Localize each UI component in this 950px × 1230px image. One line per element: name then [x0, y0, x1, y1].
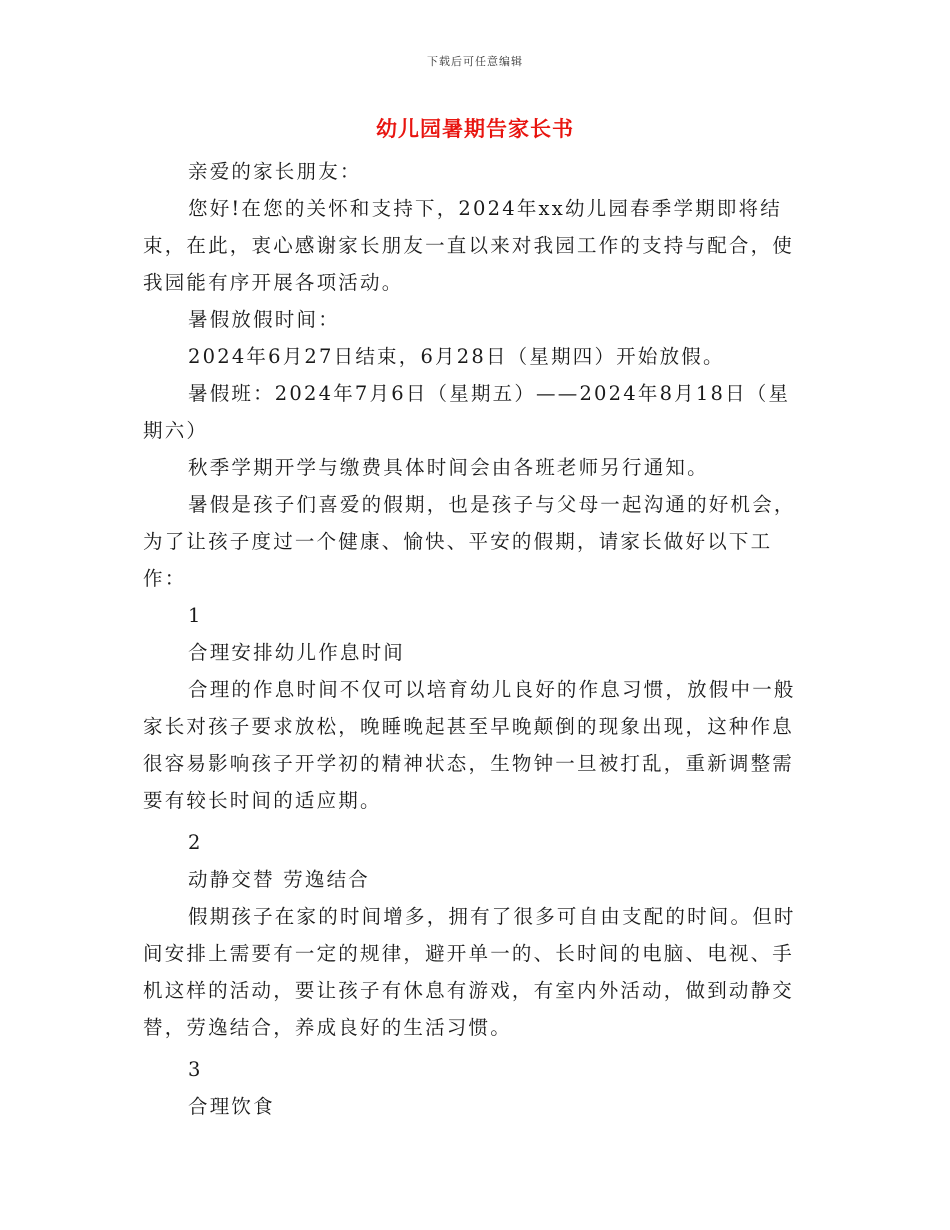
intro-paragraph: 您好!在您的关怀和支持下，2024年xx幼儿园春季学期即将结束，在此，衷心感谢家长朋友一直以来对我园工作的支持与配合，使我园能有序开展各项活动。	[143, 197, 795, 294]
header-note: 下载后可任意编辑	[427, 55, 523, 68]
summer-class-dates: 暑假班：2024年7月6日（星期五）——2024年8月18日（星期六）	[143, 382, 791, 442]
autumn-term-notice: 秋季学期开学与缴费具体时间会由各班老师另行通知。	[188, 456, 709, 479]
request-paragraph: 暑假是孩子们喜爱的假期，也是孩子与父母一起沟通的好机会，为了让孩子度过一个健康、愉快、平安的假期，请家长做好以下工作：	[143, 493, 796, 590]
section-number-3: 3	[188, 1058, 203, 1081]
section-heading-3: 合理饮食	[188, 1095, 275, 1118]
greeting: 亲爱的家长朋友：	[188, 160, 362, 183]
section-number-1: 1	[188, 604, 203, 627]
section-number-2: 2	[188, 831, 203, 854]
section-body-2: 假期孩子在家的时间增多，拥有了很多可自由支配的时间。但时间安排上需要有一定的规律，避开单一的、长时间的电脑、电视、手机这样的活动，要让孩子有休息有游戏，有室内外活动，做到动静交替，劳逸结合，养成良好的生活习惯。	[143, 905, 796, 1039]
holiday-time-heading: 暑假放假时间：	[188, 308, 340, 331]
document-title: 幼儿园暑期告家长书	[376, 117, 574, 141]
document-body	[143, 153, 811, 1125]
section-body-1: 合理的作息时间不仅可以培育幼儿良好的作息习惯，放假中一般家长对孩子要求放松，晚睡晚起甚至早晚颠倒的现象出现，这种作息很容易影响孩子开学初的精神状态，生物钟一旦被打乱，重新调整需要有较长时间的适应期。	[143, 678, 796, 812]
section-heading-2: 动静交替 劳逸结合	[188, 868, 370, 891]
section-heading-1: 合理安排幼儿作息时间	[188, 641, 406, 664]
holiday-dates: 2024年6月27日结束，6月28日（星期四）开始放假。	[188, 345, 725, 368]
